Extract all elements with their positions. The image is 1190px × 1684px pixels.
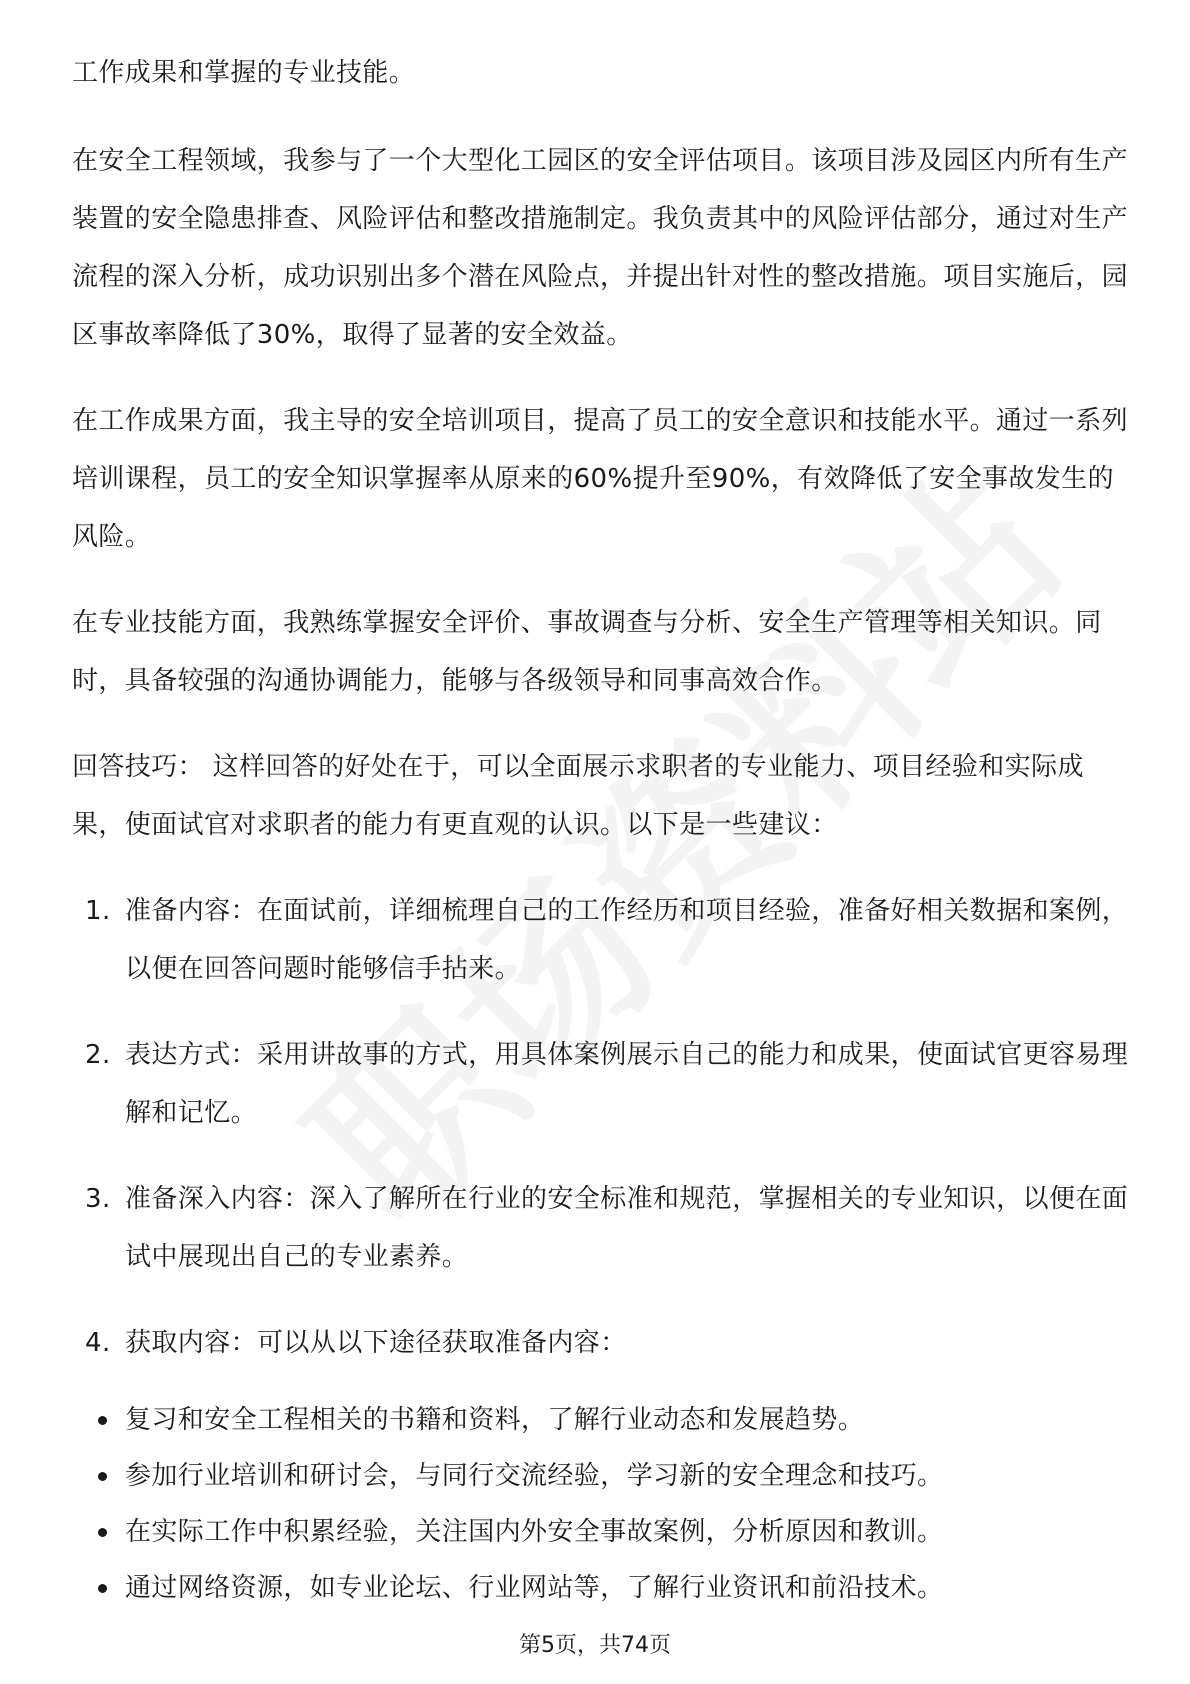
document-body — [72, 44, 1132, 1616]
page-number: 第5页，共74页 — [519, 1633, 671, 1658]
source-text: 复习和安全工程相关的书籍和资料，了解行业动态和发展趋势。 — [125, 1405, 865, 1435]
tip-item — [72, 1314, 1132, 1372]
tip-item — [72, 882, 1132, 998]
tips-list — [72, 882, 1132, 1372]
paragraph-achievements: 在工作成果方面，我主导的安全培训项目，提高了员工的安全意识和技能水平。通过一系列培训课程，员工的安全知识掌握率从原来的60%提升至90%，有效降低了安全事故发生的风险。 — [72, 406, 1129, 552]
bullet-icon — [98, 1584, 107, 1593]
tip-item — [72, 1170, 1132, 1286]
paragraph-skills: 在专业技能方面，我熟练掌握安全评价、事故调查与分析、安全生产管理等相关知识。同时，具备较强的沟通协调能力，能够与各级领导和同事高效合作。 — [72, 608, 1102, 696]
bullet-icon — [98, 1472, 107, 1481]
tip-number: 3. — [85, 1184, 111, 1214]
source-item — [72, 1504, 1132, 1560]
source-text: 通过网络资源，如专业论坛、行业网站等，了解行业资讯和前沿技术。 — [125, 1573, 944, 1603]
paragraph-intro: 工作成果和掌握的专业技能。 — [72, 58, 416, 88]
bullet-icon — [98, 1528, 107, 1537]
source-item — [72, 1392, 1132, 1448]
tip-number: 2. — [85, 1040, 111, 1070]
sources-list — [72, 1392, 1132, 1616]
tip-item — [72, 1026, 1132, 1142]
tip-number: 4. — [85, 1328, 111, 1358]
tip-text: 准备深入内容：深入了解所在行业的安全标准和规范，掌握相关的专业知识，以便在面试中展现出自己的专业素养。 — [125, 1184, 1129, 1272]
source-item — [72, 1560, 1132, 1616]
paragraph-project: 在安全工程领域，我参与了一个大型化工园区的安全评估项目。该项目涉及园区内所有生产装置的安全隐患排查、风险评估和整改措施制定。我负责其中的风险评估部分，通过对生产流程的深入分析，成功识别出多个潜在风险点，并提出针对性的整改措施。项目实施后，园区事故率降低了30%，取得了显著的安全效益。 — [72, 146, 1129, 350]
paragraph-tips-intro: 回答技巧： 这样回答的好处在于，可以全面展示求职者的专业能力、项目经验和实际成果，使面试官对求职者的能力有更直观的认识。以下是一些建议： — [72, 752, 1084, 840]
tip-text: 获取内容：可以从以下途径获取准备内容： — [125, 1328, 627, 1358]
tip-number: 1. — [85, 896, 111, 926]
tip-text: 表达方式：采用讲故事的方式，用具体案例展示自己的能力和成果，使面试官更容易理解和记忆。 — [125, 1040, 1129, 1128]
tip-text: 准备内容：在面试前，详细梳理自己的工作经历和项目经验，准备好相关数据和案例，以便在回答问题时能够信手拈来。 — [125, 896, 1129, 984]
bullet-icon — [98, 1416, 107, 1425]
source-text: 参加行业培训和研讨会，与同行交流经验，学习新的安全理念和技巧。 — [125, 1461, 944, 1491]
source-item — [72, 1448, 1132, 1504]
source-text: 在实际工作中积累经验，关注国内外安全事故案例，分析原因和教训。 — [125, 1517, 944, 1547]
